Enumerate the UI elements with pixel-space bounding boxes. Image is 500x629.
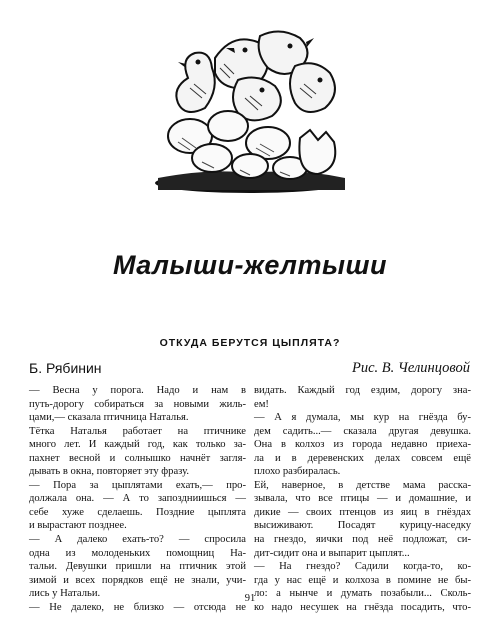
text-line: на гнездо, яички под неё подложат, си- [254,534,471,546]
text-line: пахнет весной и солнышко начнёт загля- [29,452,246,464]
text-line: Ей, наверное, в детстве мама расска- [254,479,471,491]
article-subtitle: ОТКУДА БЕРУТСЯ ЦЫПЛЯТА? [159,337,341,349]
chicks-and-eggs-illustration [150,18,350,196]
text-line: плохо разбиралась. [254,466,341,478]
article-title: Малыши-желтыши [112,250,388,280]
text-line: и вырастают позднее. [29,520,127,532]
text-line: видать. Каждый год ездим, дорогу зна- [254,385,471,396]
text-line: дем садить...— сказала другая девушка. [254,425,471,437]
text-line: одна из молоденьких помощниц На- [29,547,246,559]
text-line: — А далеко ехать-то? — спросила [29,534,246,546]
page-number: 91 [244,593,256,604]
text-line: Она в колхоз из города недавно приеха- [254,439,471,451]
text-line: ла и в деревенских делах совсем ещё [254,452,471,464]
text-line: — Пора за цыплятами ехать,— про- [29,479,246,491]
text-line: дикие — своих птенцов из яиц в гнёздах [254,506,471,518]
text-line: тальи. Девушки пришли на птичник этой [29,561,246,573]
text-line: — Не далеко, не близко — отсюда не [29,601,246,613]
text-column-left [29,384,246,614]
text-line: — А я думала, мы кур на гнёзда бу- [254,412,471,424]
text-line: должала она. — А то запоздниишься — [29,493,246,505]
text-line: высиживают. Посадят курицу-наседку [254,520,471,532]
text-line: ем! [254,398,269,410]
text-line: много лет. И каждый год, как только за- [29,439,246,451]
text-line: дит-сидит она и выпарит цыплят... [254,547,410,559]
text-line: — Весна у порога. Надо и нам в [29,385,246,396]
illustrator-credit: Рис. В. Челинцовой [351,360,470,376]
text-line: зывала, что все птицы — и домашние, и [254,493,471,505]
text-line: себе хуже сделаешь. Поздние цыплята [29,506,246,518]
text-line: Тётка Наталья работает на птичнике [29,425,246,437]
text-line: дывать в окна, повторяет эту фразу. [29,466,190,478]
text-line: — На гнездо? Садили когда-то, ко- [254,561,471,573]
text-column-right [254,384,471,614]
text-line: лись у Натальи. [29,588,101,600]
text-line: цами,— сказала птичница Наталья. [29,412,189,424]
text-line: путь-дорогу собираться за новыми жиль- [29,398,246,410]
text-line: ко надо несушек на гнёзда посадить, что- [254,601,471,613]
author-name: Б. Рябинин [29,360,102,376]
text-line: зимой и всех порядков ещё не знали, учи- [29,574,246,586]
text-line: гда у нас ещё и колхоза в помине не бы- [254,574,471,586]
text-line: ло: а нынче и думать позабыли... Сколь- [254,588,471,600]
